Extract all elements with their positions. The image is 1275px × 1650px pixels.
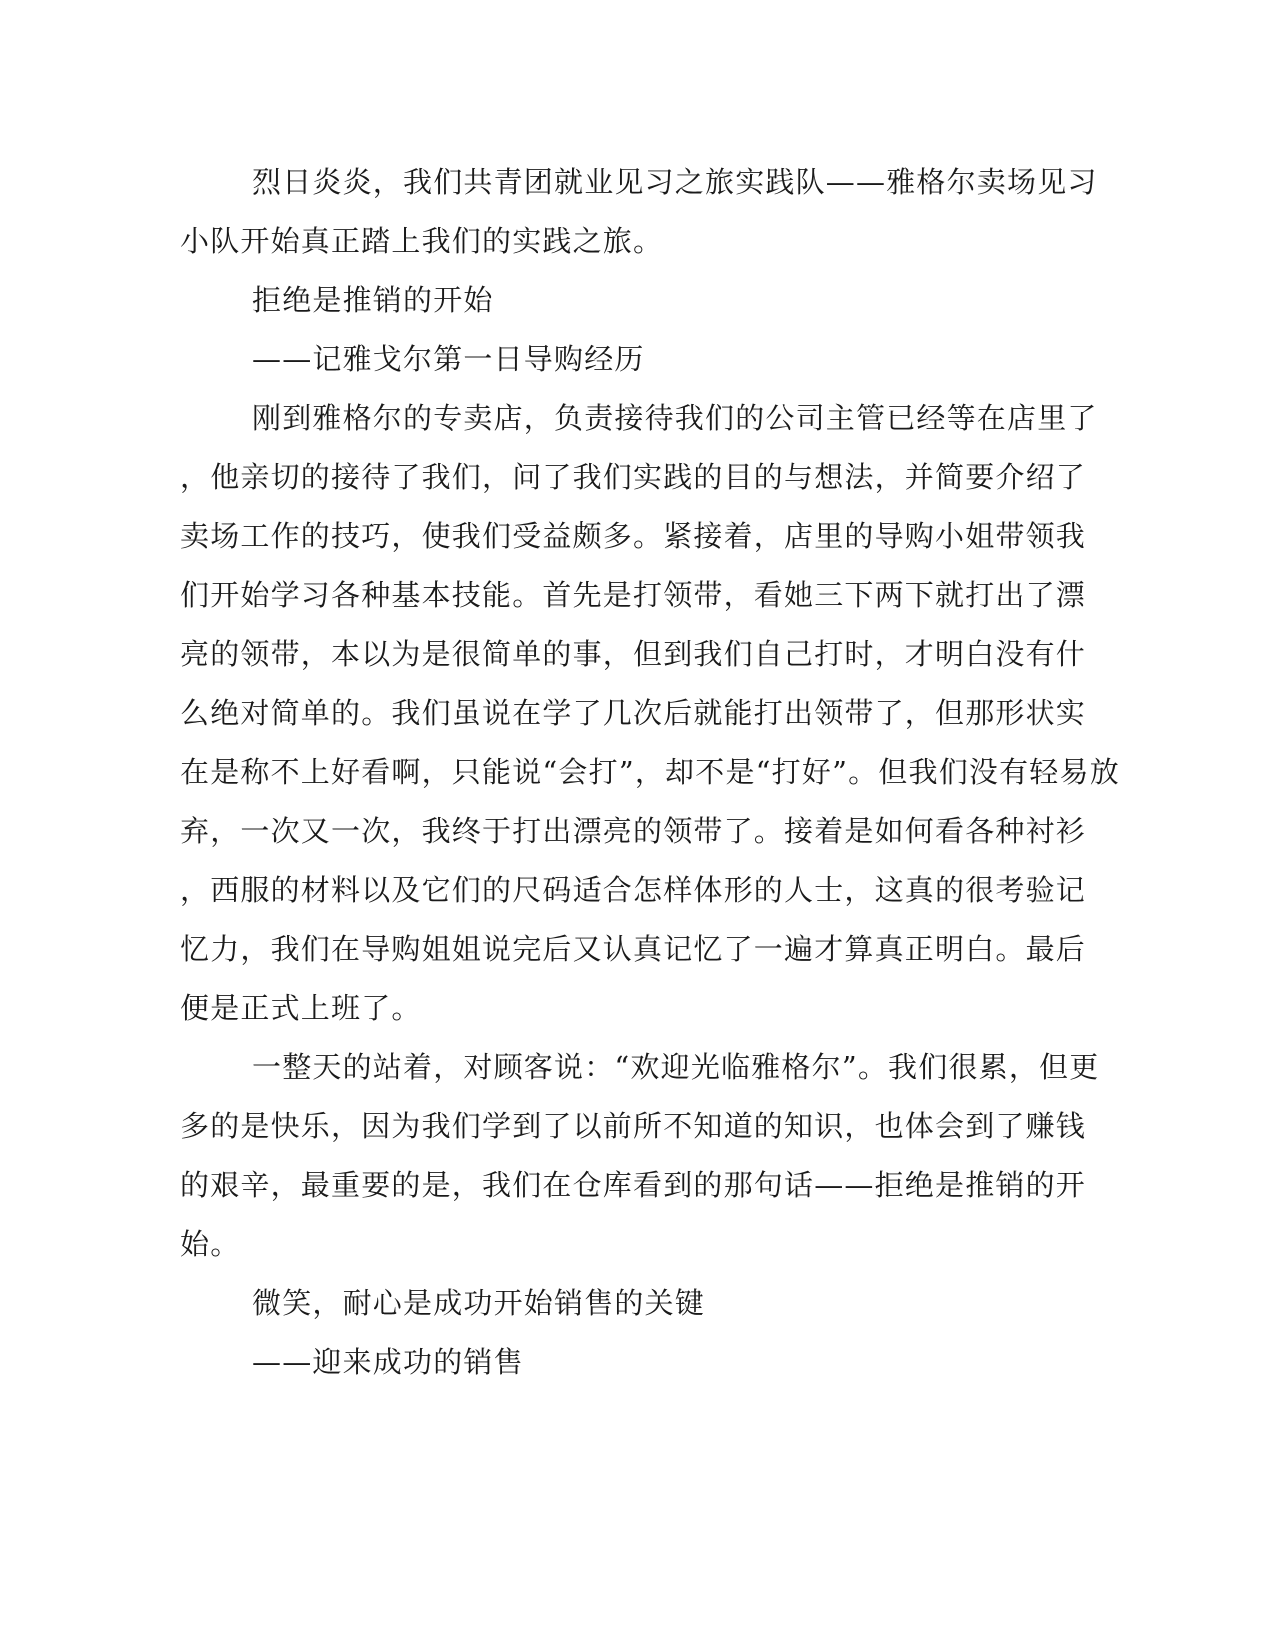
section-heading-2: 微笑，耐心是成功开始销售的关键 <box>252 1286 706 1320</box>
paragraph-1-line-1: 烈日炎炎，我们共青团就业见习之旅实践队——雅格尔卖场见习 <box>252 165 1098 199</box>
paragraph-2-line-7: 在是称不上好看啊，只能说“会打”，却不是“打好”。但我们没有轻易放 <box>180 755 1120 789</box>
paragraph-2-line-2: ，他亲切的接待了我们，问了我们实践的目的与想法，并简要介绍了 <box>180 460 1087 494</box>
section-heading-1: 拒绝是推销的开始 <box>252 283 494 317</box>
paragraph-3-line-2: 多的是快乐，因为我们学到了以前所不知道的知识，也体会到了赚钱 <box>180 1109 1087 1143</box>
paragraph-2-line-9: ，西服的材料以及它们的尺码适合怎样体形的人士，这真的很考验记 <box>180 873 1087 907</box>
paragraph-2-line-4: 们开始学习各种基本技能。首先是打领带，看她三下两下就打出了漂 <box>180 578 1087 612</box>
paragraph-2-line-1: 刚到雅格尔的专卖店，负责接待我们的公司主管已经等在店里了 <box>252 401 1098 435</box>
paragraph-2-line-6: 么绝对简单的。我们虽说在学了几次后就能打出领带了，但那形状实 <box>180 696 1087 730</box>
paragraph-3-line-3: 的艰辛，最重要的是，我们在仓库看到的那句话——拒绝是推销的开 <box>180 1168 1087 1202</box>
paragraph-2-line-11: 便是正式上班了。 <box>180 991 422 1025</box>
paragraph-2-line-5: 亮的领带，本以为是很简单的事，但到我们自己打时，才明白没有什 <box>180 637 1087 671</box>
section-subheading-2: ——迎来成功的销售 <box>252 1345 524 1379</box>
paragraph-3-line-4: 始。 <box>180 1227 241 1261</box>
paragraph-2-line-8: 弃，一次又一次，我终于打出漂亮的领带了。接着是如何看各种衬衫 <box>180 814 1087 848</box>
paragraph-1-line-2: 小队开始真正踏上我们的实践之旅。 <box>180 224 664 258</box>
paragraph-2-line-10: 忆力，我们在导购姐姐说完后又认真记忆了一遍才算真正明白。最后 <box>180 932 1087 966</box>
section-subheading-1: ——记雅戈尔第一日导购经历 <box>252 342 645 376</box>
paragraph-2-line-3: 卖场工作的技巧，使我们受益颇多。紧接着，店里的导购小姐带领我 <box>180 519 1087 553</box>
paragraph-3-line-1: 一整天的站着，对顾客说：“欢迎光临雅格尔”。我们很累，但更 <box>252 1050 1100 1084</box>
